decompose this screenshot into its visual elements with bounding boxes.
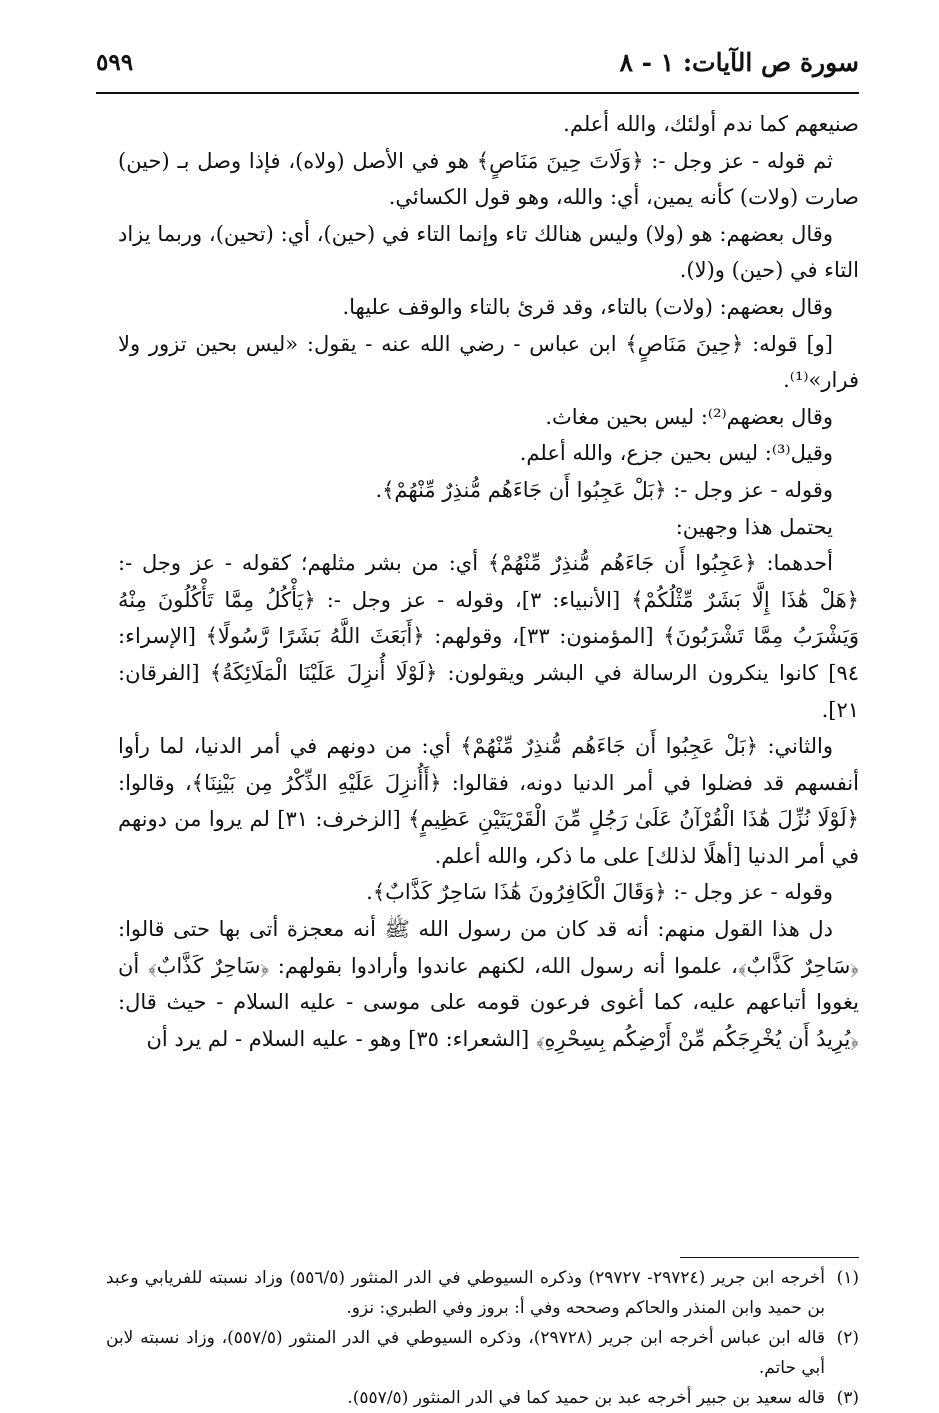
paragraph: والثاني: ﴿بَلْ عَجِبُوا أَن جَاءَهُم مُّنذِرٌ مِّنْهُمْ﴾ أي: من دونهم في أمر الدنيا، لما رأوا أنفسهم قد فضلوا في أمر الدنيا دونه، فقالوا: ﴿أَأُنزِلَ عَلَيْهِ الذِّكْرُ مِن بَيْنِنَا﴾، وقالوا: ﴿لَوْلَا نُزِّلَ هَٰذَا الْقُرْآنُ عَلَىٰ رَجُلٍ مِّنَ الْقَرْيَتَيْنِ عَظِيمٍ﴾ [الزخرف: ٣١] لم يروا من دونهم في أمر الدنيا [أهلًا لذلك] على ما ذكر، والله أعلم. [118,734,859,868]
paragraph: وقال بعضهم: (ولات) بالتاء، وقد قرئ بالتاء والوقف عليها. [342,294,833,319]
paragraph: ثم قوله - عز وجل -: ﴿وَلَاتَ حِينَ مَنَاصٍ﴾ هو في الأصل (ولاه)، فإذا وصل بـ (حين) صارت (ولات) كأنه يمين، أي: والله، وهو قول الكسائي. [118,148,859,210]
paragraph: وقيل⁽³⁾: ليس بحين جزع، والله أعلم. [519,441,833,466]
header-title: سورة ص الآيات: ١ - ٨ [619,47,859,77]
footnote-divider [680,1257,859,1258]
page-number: ٥٩٩ [96,48,134,76]
paragraph: وقال بعضهم⁽²⁾: ليس بحين مغاث. [545,404,833,429]
footnote-text: قاله ابن عباس أخرجه ابن جرير (٢٩٧٢٨)، وذكره السيوطي في الدر المنثور (٥٥٧/٥)، وزاد نسبته لابن أبي حاتم. [106,1328,826,1378]
footnote [106,1383,859,1413]
running-header [96,38,859,86]
footnote-text: أخرجه ابن جرير (٢٩٧٢٤- ٢٩٧٢٧) وذكره السيوطي في الدر المنثور (٥٥٦/٥) وزاد نسبته للفريابي وعبد بن حميد وابن المنذر والحاكم وصححه وفي أ: بروز وفي الطبري: نزو. [106,1268,826,1318]
header-divider [96,92,859,94]
paragraph: وقوله - عز وجل -: ﴿بَلْ عَجِبُوا أَن جَاءَهُم مُّنذِرٌ مِّنْهُمْ﴾. [375,477,833,502]
paragraph: وقال بعضهم: هو (ولا) وليس هنالك تاء وإنما التاء في (حين)، أي: (تحين)، وربما يزاد التاء في (حين) و(لا). [118,221,859,283]
footnote-number: (١) [836,1268,859,1288]
footnote [106,1323,859,1383]
footnotes [106,1263,859,1413]
footnote-number: (٣) [836,1388,859,1408]
paragraph: صنيعهم كما ندم أولئك، والله أعلم. [563,112,859,136]
paragraph: دل هذا القول منهم: أنه قد كان من رسول الله ﷺ أنه معجزة أتى بها حتى قالوا: ﴿سَاحِرٌ كَذَّابٌ﴾، علموا أنه رسول الله، لكنهم عاندوا وأرادوا بقولهم: ﴿سَاحِرٌ كَذَّابٌ﴾ أن يغووا أتباعهم عليه، كما أغوى فرعون قومه على موسى - عليه السلام - حيث قال: ﴿يُرِيدُ أَن يُخْرِجَكُم مِّنْ أَرْضِكُم بِسِحْرِهِ﴾ [الشعراء: ٣٥] وهو - عليه السلام - لم يرد أن [118,917,859,1051]
footnote-text: قاله سعيد بن جبير أخرجه عبد بن حميد كما في الدر المنثور (٥٥٧/٥). [347,1388,825,1408]
footnote [106,1263,859,1323]
paragraph: يحتمل هذا وجهين: [675,514,833,539]
main-text [118,106,859,1057]
paragraph: [و] قوله: ﴿حِينَ مَنَاصٍ﴾ ابن عباس - رضي الله عنه - يقول: «ليس بحين تزور ولا فرار»⁽¹⁾. [118,331,859,393]
paragraph: وقوله - عز وجل -: ﴿وَقَالَ الْكَافِرُونَ هَٰذَا سَاحِرٌ كَذَّابٌ﴾. [366,880,833,905]
paragraph: أحدهما: ﴿عَجِبُوا أَن جَاءَهُم مُّنذِرٌ مِّنْهُمْ﴾ أي: من بشر مثلهم؛ كقوله - عز وجل -: ﴿هَلْ هَٰذَا إِلَّا بَشَرٌ مِّثْلُكُمْ﴾ [الأنبياء: ٣]، وقوله - عز وجل -: ﴿يَأْكُلُ مِمَّا تَأْكُلُونَ مِنْهُ وَيَشْرَبُ مِمَّا تَشْرَبُونَ﴾ [المؤمنون: ٣٣]، وقولهم: ﴿أَبَعَثَ اللَّهُ بَشَرًا رَّسُولًا﴾ [الإسراء: ٩٤] كانوا ينكرون الرسالة في البشر ويقولون: ﴿لَوْلَا أُنزِلَ عَلَيْنَا الْمَلَائِكَةُ﴾ [الفرقان: ٢١]. [118,551,859,722]
footnote-number: (٢) [836,1328,859,1348]
